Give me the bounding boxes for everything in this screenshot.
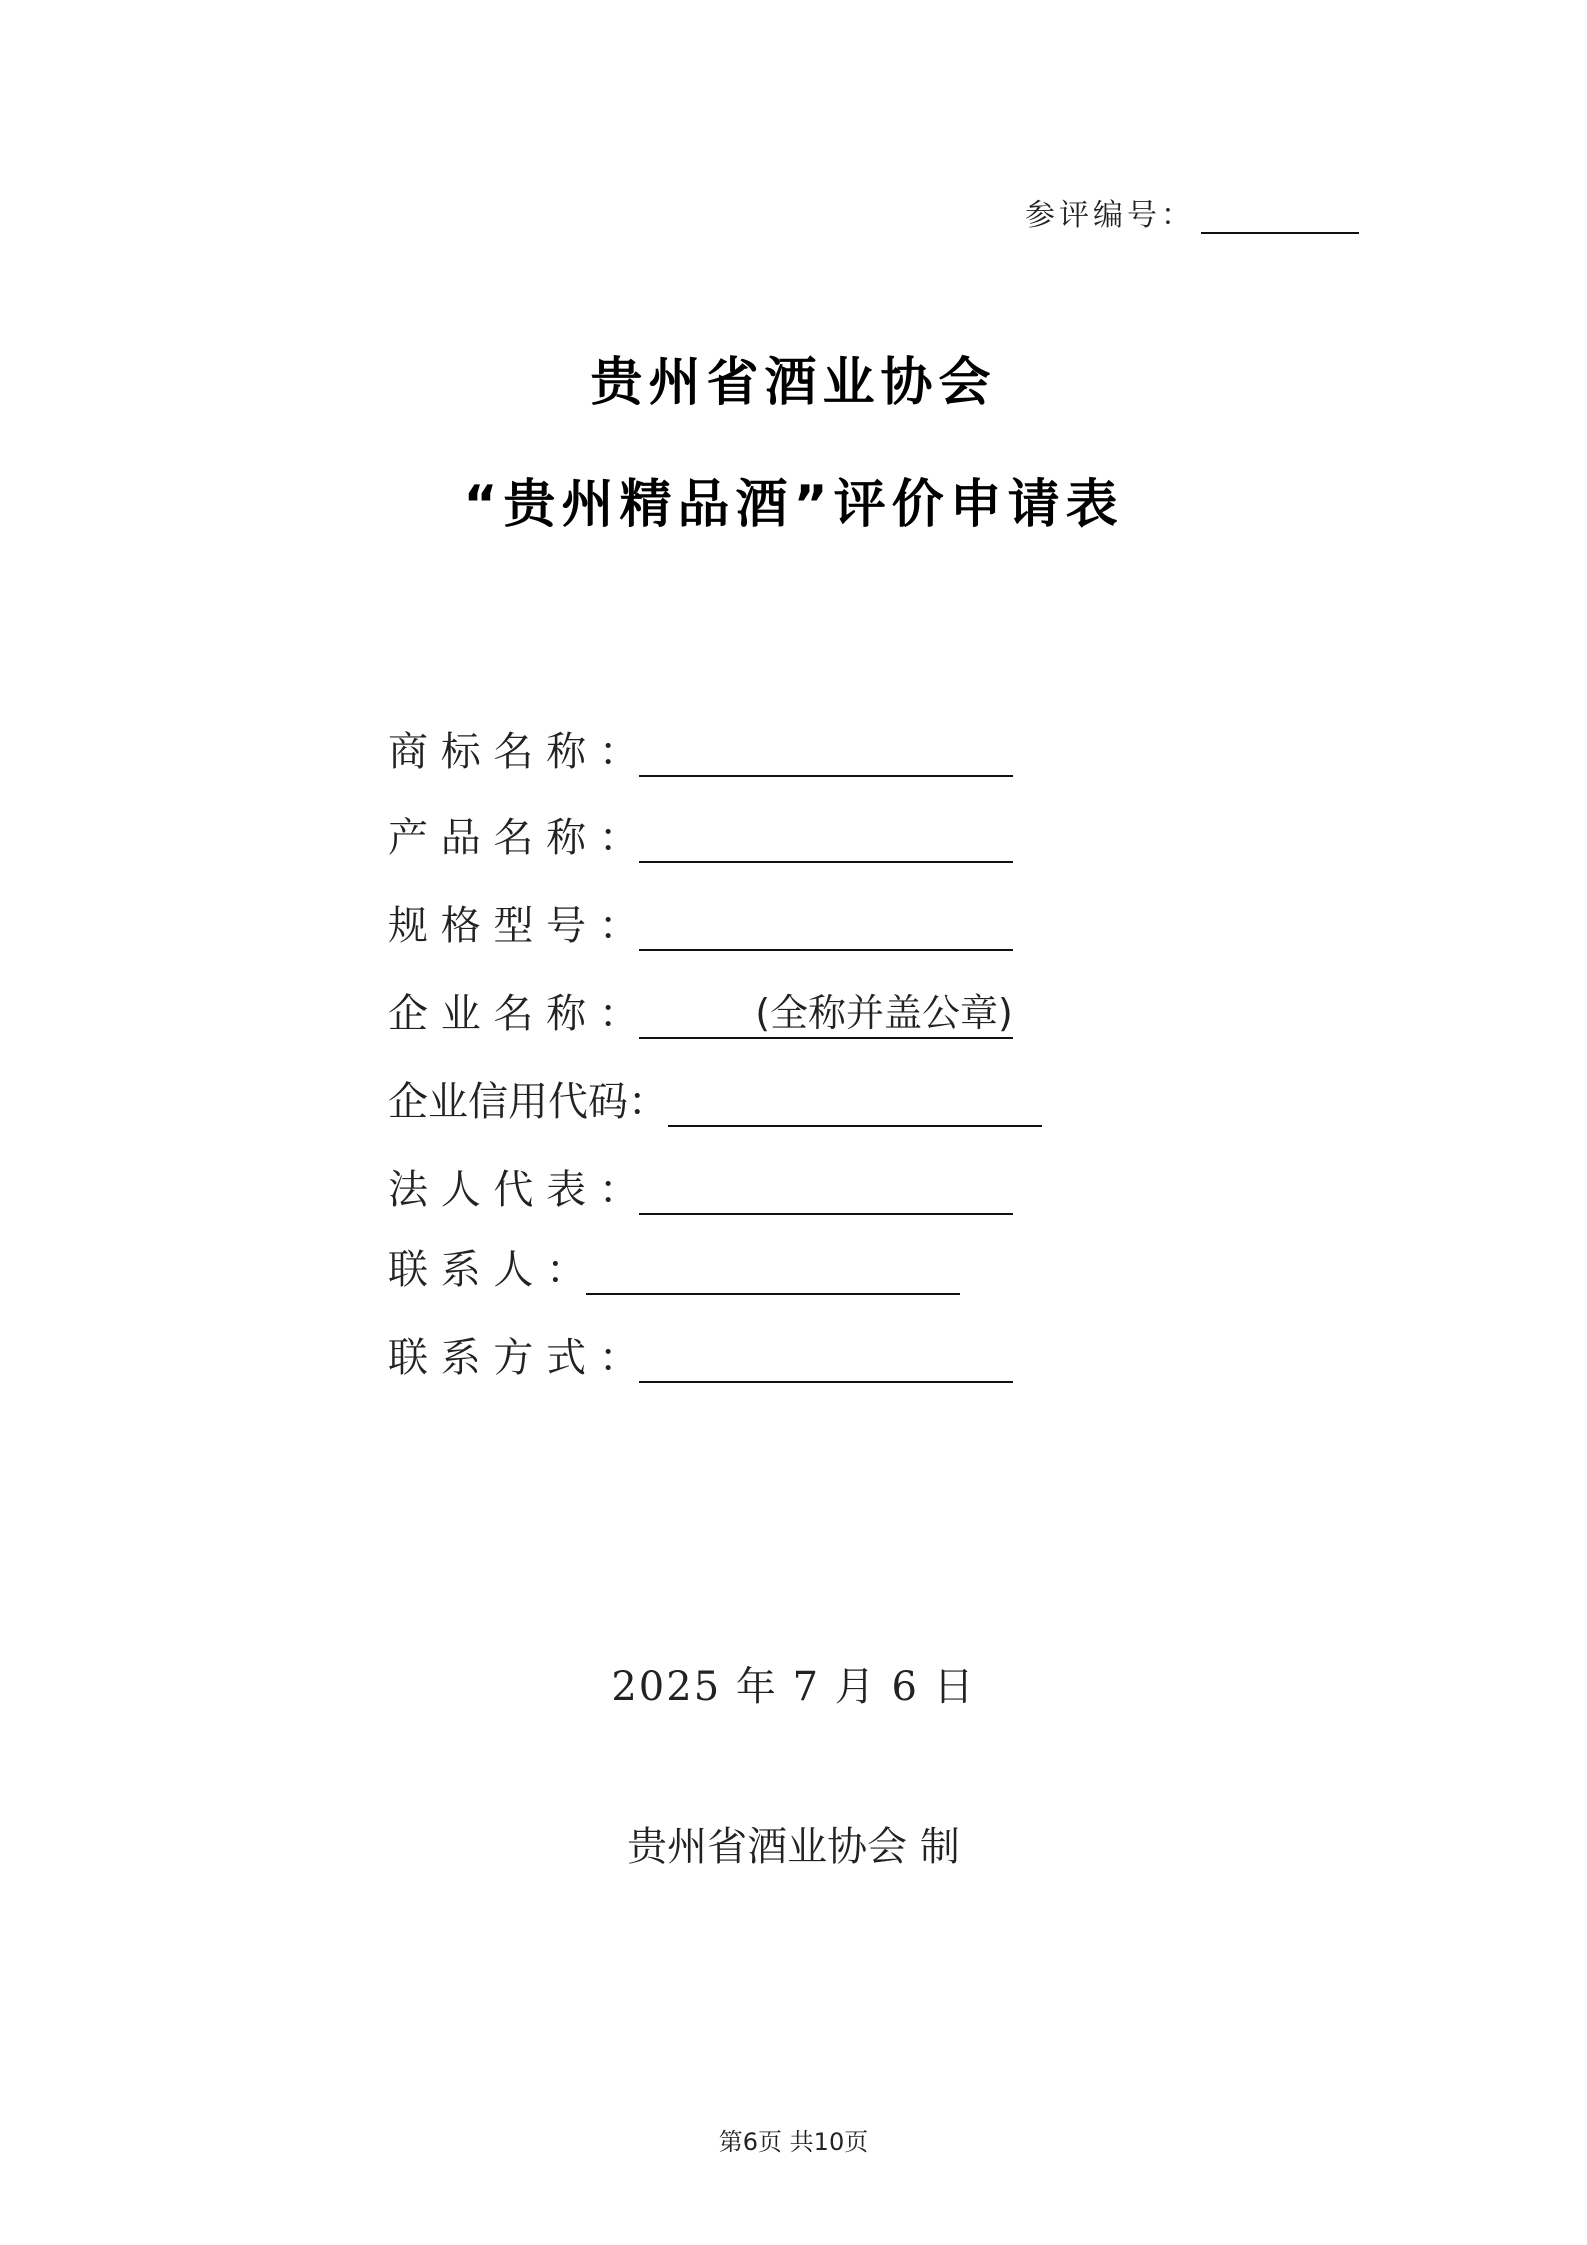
field-specification: [388, 894, 1013, 951]
contact-method-blank[interactable]: [639, 1333, 1013, 1383]
reference-number-row: [1025, 190, 1359, 234]
field-label: 法 人 代 表 ：: [388, 1167, 639, 1213]
reference-number-label: 参评编号：: [1025, 198, 1195, 233]
document-title-form: “贵州精品酒”评价申请表: [463, 475, 1124, 535]
legal-representative-blank[interactable]: [639, 1165, 1013, 1215]
field-label: 商 标 名 称 ：: [388, 729, 639, 775]
issuer-line: 贵州省酒业协会 制: [627, 1824, 960, 1870]
field-label: 企 业 名 称 ：: [388, 991, 639, 1037]
field-contact-method: [388, 1326, 1013, 1383]
field-label: 企业信用代码：: [388, 1079, 668, 1125]
field-product-name: [388, 806, 1013, 863]
product-name-blank[interactable]: [639, 813, 1013, 863]
field-credit-code: [388, 1070, 1042, 1127]
reference-number-blank[interactable]: [1201, 198, 1359, 234]
field-label: 规 格 型 号 ：: [388, 903, 639, 949]
field-contact-person: [388, 1238, 960, 1295]
field-legal-representative: [388, 1158, 1013, 1215]
field-trademark: [388, 720, 1013, 777]
application-date: 2025 年 7 月 6 日: [611, 1664, 976, 1710]
trademark-blank[interactable]: [639, 727, 1013, 777]
field-label: 联 系 方 式 ：: [388, 1335, 639, 1381]
company-name-blank[interactable]: (全称并盖公章): [639, 989, 1013, 1039]
credit-code-blank[interactable]: [668, 1077, 1042, 1127]
specification-blank[interactable]: [639, 901, 1013, 951]
page-number: 第6页 共10页: [718, 2128, 869, 2156]
document-title-org: 贵州省酒业协会: [590, 353, 997, 413]
field-label: 产 品 名 称 ：: [388, 815, 639, 861]
field-label: 联 系 人 ：: [388, 1247, 587, 1293]
field-company-name: [388, 982, 1013, 1039]
contact-person-blank[interactable]: [586, 1245, 960, 1295]
